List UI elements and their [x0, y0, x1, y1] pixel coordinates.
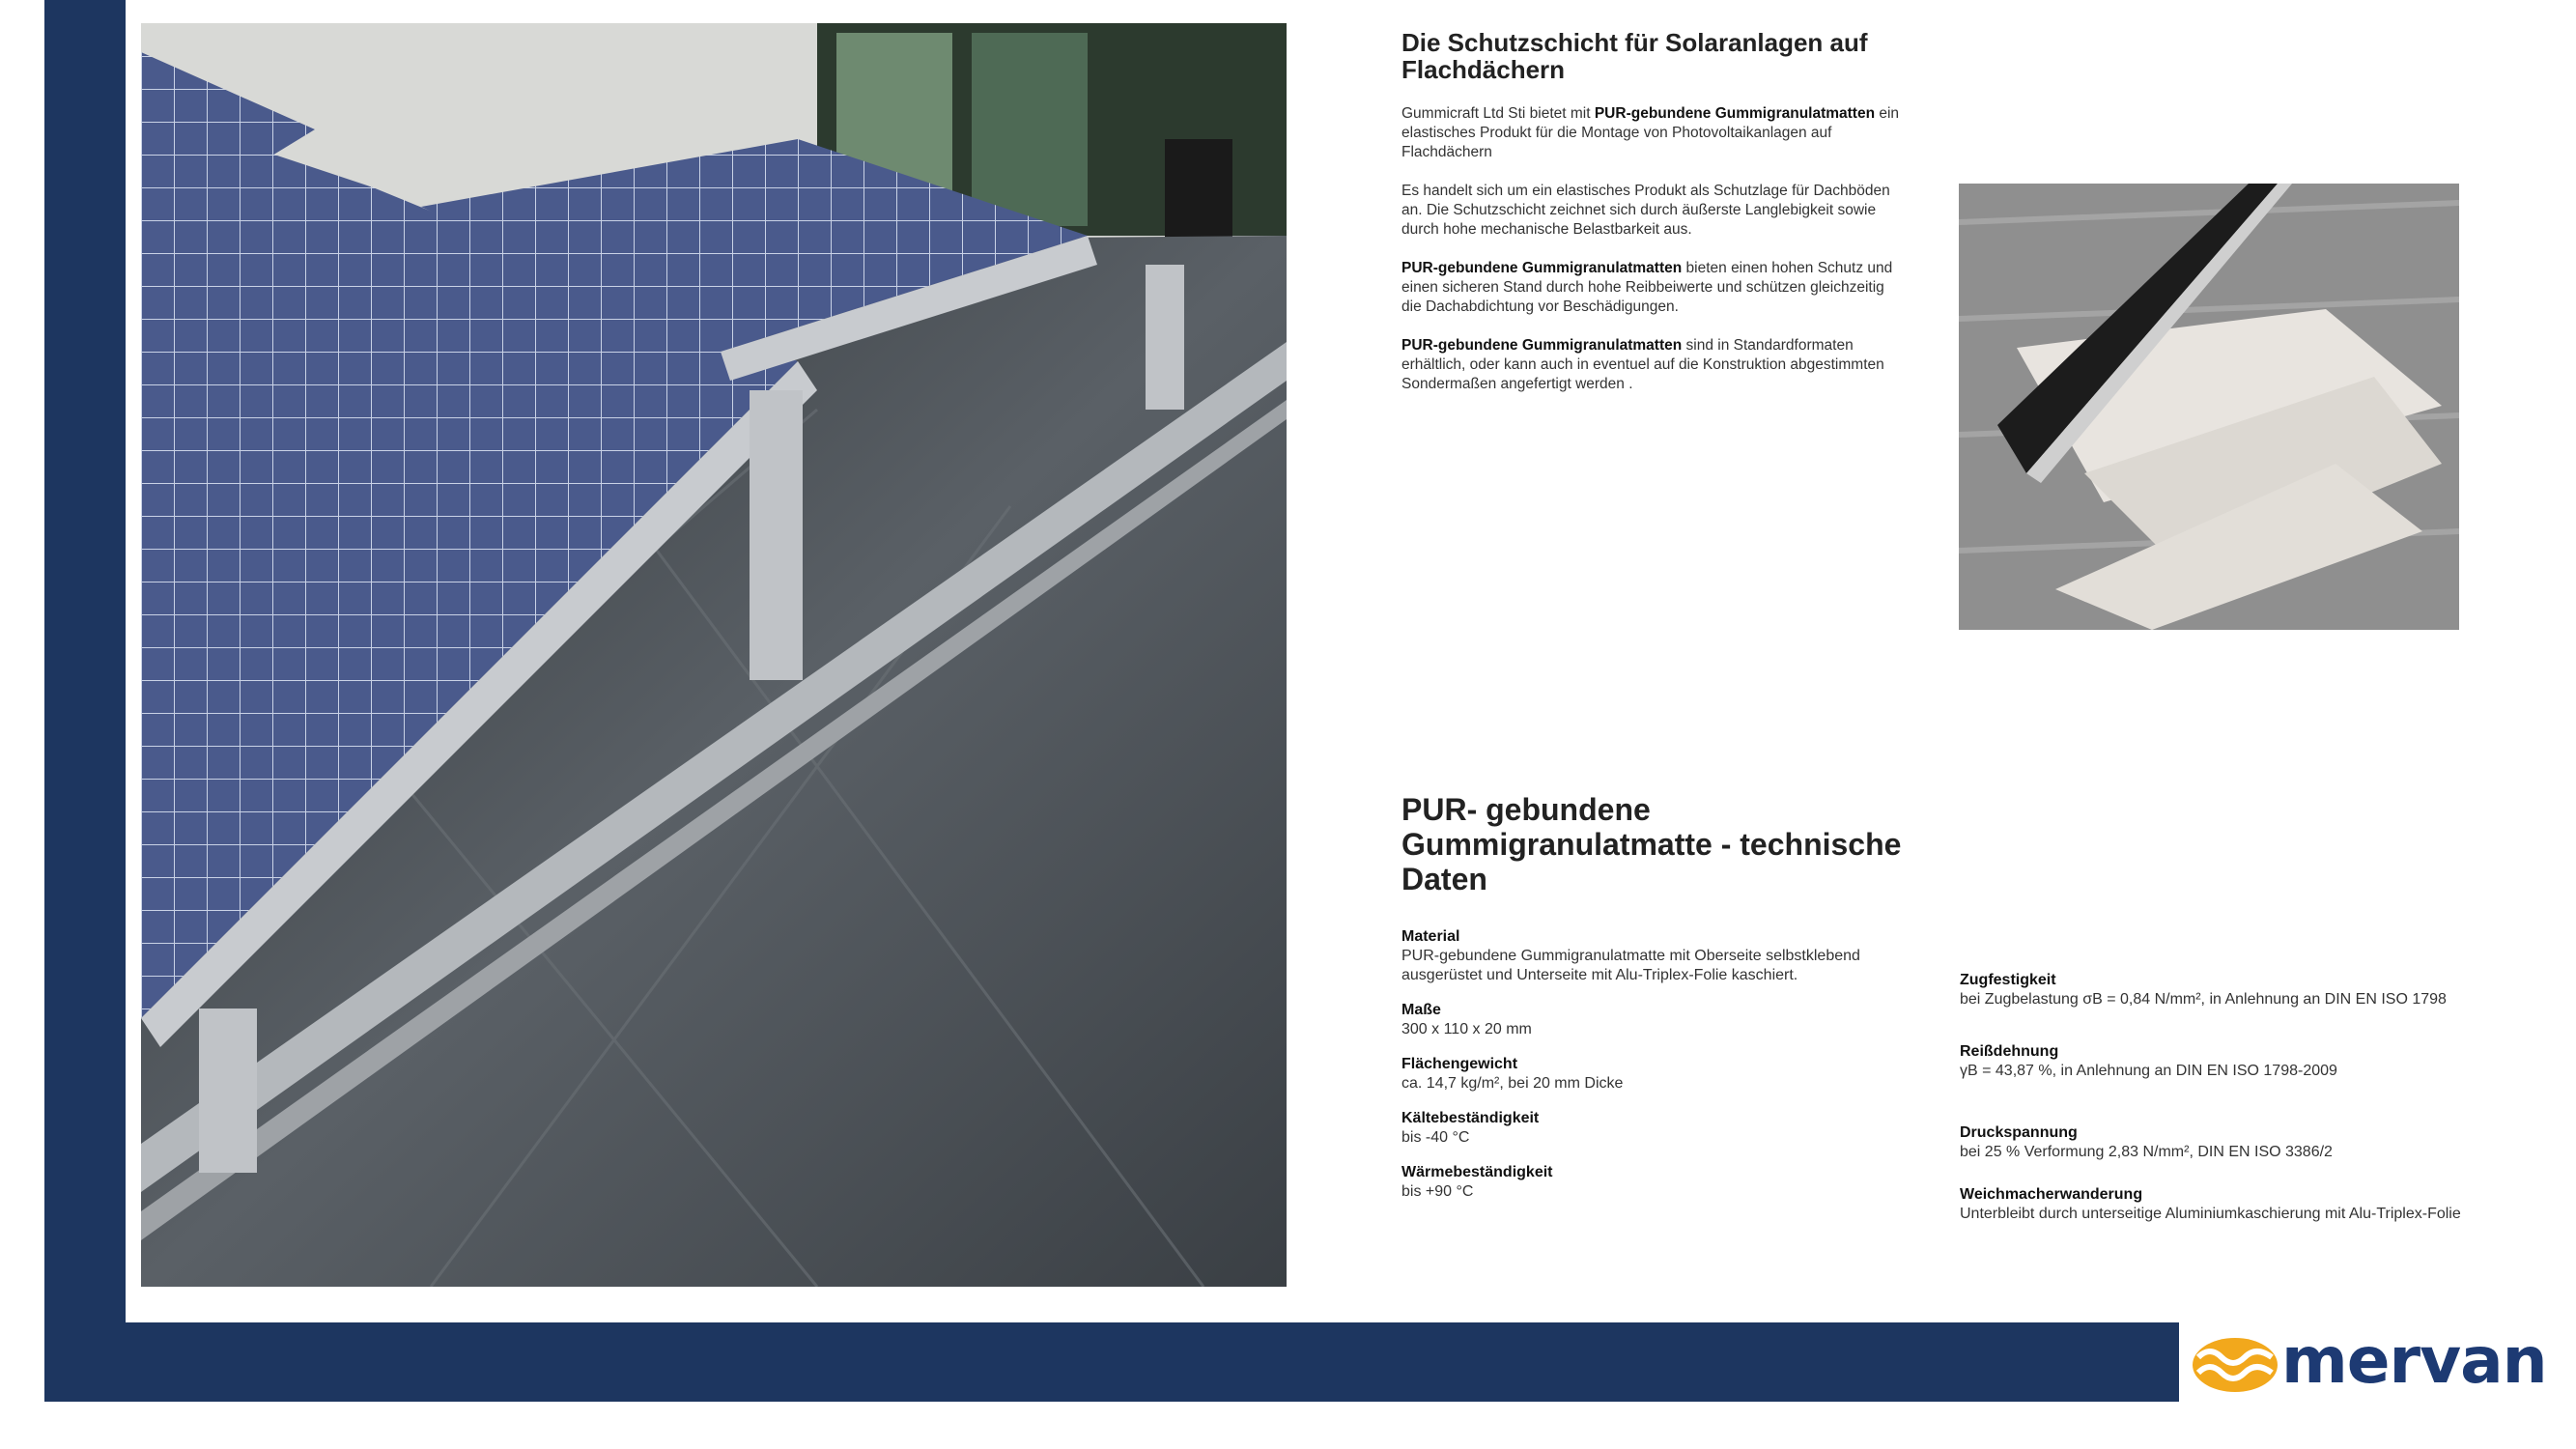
spec-value: bis +90 °C [1401, 1183, 1474, 1200]
spec-value: bei Zugbelastung σB = 0,84 N/mm², in Anlehnung an DIN EN ISO 1798 [1960, 991, 2447, 1008]
spec-cold-resistance [1401, 1109, 1904, 1148]
intro-paragraph-2: Es handelt sich um ein elastisches Produkt als Schutzlage für Dachböden an. Die Schutzschicht zeichnet sich durch äußerste Langlebigkeit sowie durch hohe mechanische Belastbarkeit aus. [1401, 183, 1890, 238]
mervan-logo [2181, 1322, 2576, 1402]
spec-value: bis -40 °C [1401, 1129, 1470, 1146]
intro-p4-tail: sind in Standardformaten erhältlich, oder kann auch in eventuel auf die Konstruktion abgestimmten Sondermaßen angefertigt werden . [1401, 337, 1884, 392]
intro-paragraph-1 [1401, 104, 1904, 162]
spec-label: Zugfestigkeit [1960, 972, 2056, 988]
spec-label: Material [1401, 928, 1460, 945]
mat-sample-photo [1959, 184, 2459, 630]
spec-label: Reißdehnung [1960, 1043, 2059, 1060]
spec-plasticizer-migration [1960, 1185, 2501, 1224]
intro-p1-bold: PUR-gebundene Gummigranulatmatten [1594, 105, 1876, 122]
spec-value: Unterbleibt durch unterseitige Aluminiumkaschierung mit Alu-Triplex-Folie [1960, 1206, 2461, 1222]
spec-label: Maße [1401, 1002, 1441, 1018]
bottom-frame-bar [44, 1322, 2179, 1402]
intro-p3-tail: bieten einen hohen Schutz und einen sicheren Stand durch hohe Reibbeiwerte und schützen gleichzeitig die Dachabdichtung vor Beschädigungen. [1401, 260, 1893, 315]
spec-value: bei 25 % Verformung 2,83 N/mm², DIN EN ISO 3386/2 [1960, 1144, 2333, 1160]
spec-material [1401, 927, 1904, 985]
intro-paragraph-3 [1401, 259, 1904, 317]
tech-specs-right [1960, 971, 2501, 1239]
intro-text [1401, 104, 1904, 413]
spec-label: Wärmebeständigkeit [1401, 1164, 1553, 1180]
spec-label: Kältebeständigkeit [1401, 1110, 1540, 1126]
spec-label: Druckspannung [1960, 1124, 2078, 1141]
wave-logo-icon [2189, 1336, 2281, 1394]
spec-value: 300 x 110 x 20 mm [1401, 1021, 1532, 1037]
spec-tensile-strength [1960, 971, 2501, 1009]
spec-value: γB = 43,87 %, in Anlehnung an DIN EN ISO 1798-2009 [1960, 1063, 2337, 1079]
intro-title: Die Schutzschicht für Solaranlagen auf Flachdächern [1401, 28, 1868, 84]
intro-p3-bold: PUR-gebundene Gummigranulatmatten [1401, 260, 1683, 276]
logo-wordmark: mervan [2281, 1323, 2547, 1398]
spec-elongation [1960, 1042, 2501, 1081]
spec-value: PUR-gebundene Gummigranulatmatte mit Oberseite selbstklebend ausgerüstet und Unterseite mit Alu-Triplex-Folie kaschiert. [1401, 948, 1860, 983]
solar-panel-photo [141, 23, 1287, 1287]
intro-p4-bold: PUR-gebundene Gummigranulatmatten [1401, 337, 1683, 354]
intro-p1-tail: ein elastisches Produkt für die Montage von Photovoltaikanlagen auf Flachdächern [1401, 105, 1900, 160]
spec-label: Weichmacherwanderung [1960, 1186, 2143, 1203]
spec-value: ca. 14,7 kg/m², bei 20 mm Dicke [1401, 1075, 1624, 1092]
spec-label: Flächengewicht [1401, 1056, 1518, 1072]
spec-compressive-stress [1960, 1123, 2501, 1162]
tech-data-title: PUR- gebundene Gummigranulatmatte - technische Daten [1401, 792, 1902, 896]
tech-specs-left [1401, 927, 1904, 1217]
intro-paragraph-4 [1401, 336, 1904, 394]
spec-area-weight [1401, 1055, 1904, 1094]
spec-heat-resistance [1401, 1163, 1904, 1202]
spec-dimensions [1401, 1001, 1904, 1039]
left-frame-bar [44, 0, 126, 1402]
intro-p1-text: Gummicraft Ltd Sti bietet mit [1401, 105, 1595, 122]
